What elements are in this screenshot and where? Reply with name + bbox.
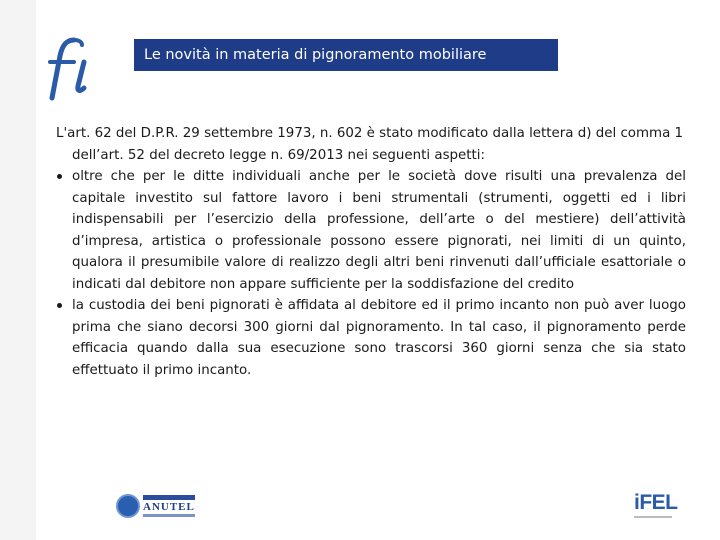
ifel-wordmark: iFEL: [634, 491, 678, 514]
bullet-list: [56, 166, 686, 381]
slide-body: [56, 123, 686, 381]
ifel-subline: [634, 515, 688, 519]
bullet-icon: [57, 174, 62, 179]
bullet-text: la custodia dei beni pignorati è affidata al debitore ed il primo incanto non può aver luogo prima che siano decorsi 300 giorni dal pignoramento. In tal caso, il pignoramento perde efficacia quando dalla sua esecuzione sono trascorsi 360 giorni senza che sia stato effettuato il primo incanto.: [72, 298, 686, 378]
ifel-logo: [634, 492, 688, 524]
intro-paragraph: L'art. 62 del D.P.R. 29 settembre 1973, n. 602 è stato modificato dalla lettera d) del comma 1 dell’art. 52 del decreto legge n. 69/2013 nei seguenti aspetti:: [56, 126, 684, 163]
list-item: [56, 295, 686, 381]
list-item: [56, 166, 686, 295]
anutel-wordmark: ANUTEL: [143, 501, 195, 513]
bullet-icon: [57, 303, 62, 308]
anutel-header-strip: [143, 495, 195, 500]
anutel-logo: [116, 493, 196, 521]
left-margin-band: [0, 0, 36, 540]
anutel-subline: [143, 514, 195, 517]
bullet-text: oltre che per le ditte individuali anche per le società dove risulti una prevalenza del capitale investito sul fattore lavoro i beni strumentali (strumenti, oggetti ed i libri indispensabili per l’esercizio della professione, dell’arte o del mestiere) dell’attività d’impresa, artistica o professionale possono essere pignorati, nei limiti di un quinto, qualora il presumibile valore di realizzo degli altri beni rinvenuti dall’ufficiale esattoriale o indicati dal debitore non appare sufficiente per la soddisfazione del credito: [72, 169, 686, 292]
fi-logo: [44, 36, 100, 102]
slide-title: Le novità in materia di pignoramento mobiliare: [134, 39, 558, 71]
anutel-seal-icon: [116, 494, 140, 518]
